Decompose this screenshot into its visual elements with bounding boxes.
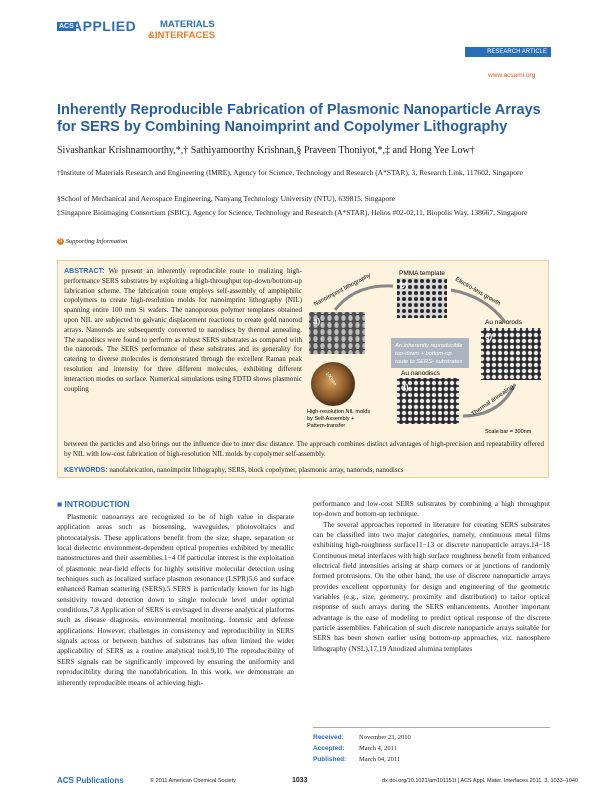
panel-a-label: a) — [313, 317, 321, 326]
panel-d-label: d) — [401, 383, 409, 392]
supporting-information-link[interactable] — [57, 238, 127, 245]
section-bullet-icon: ■ — [57, 499, 65, 509]
arrow-electroless-label: Electro-less growth — [454, 276, 502, 308]
intro-column-2 — [313, 499, 550, 654]
article-type-badge: RESEARCH ARTICLE — [465, 47, 551, 57]
doi-link[interactable]: dx.doi.org/10.1021/am101151t | ACS Appl. Mater. Interfaces 2011, 3, 1033–1040 — [382, 778, 579, 784]
pmma-template-label: PMMA template — [399, 270, 445, 277]
intro-paragraph-3: The several approaches reported in literature for creating SERS substrates can be classified into two major categories, namely, continuous metal films exhibiting high-roughness surface11−13 or discrete nanoparticle arrays.14−18 Continuous metal interfaces with high surface roughness benefit from enhanced electrical field intensities arising at sharp corners or at junctions of randomly formed protrusions. On the other hand, the use of discrete nanoparticle arrays provides excellent opportunity for design and engineering of the geometric variables (e.g., size, geometry, proximity and distribution) to tailor optical response of such arrays during the SERS enhancements. Another important advantage is the ease of modeling to predict optical response of the discrete particle assemblies. Fabrication of such discrete nanoparticle arrays suitable for SERS has been shown earlier using bottom-up approaches, viz. nanosphere lithography (NSL),17,19 Anodized alumina templates — [313, 519, 550, 653]
abstract-body-2: between the particles and also brings out the influence due to inter disc distance. The approach combines distinct advantages of high-precision and repeatability offered by NIL with low-cost fabrication of high-resolution NIL molds by copolymer self-assembly. — [64, 440, 544, 458]
date-published: Published: March 04, 2011 — [313, 756, 401, 763]
supporting-info-label: Supporting Information — [65, 238, 128, 245]
center-caption-line-1: An inherently reproducible — [395, 343, 463, 349]
mold-caption-line-2: by Self-Assembly + — [307, 416, 355, 422]
keywords — [64, 466, 544, 474]
copyright-text: © 2011 American Chemical Society — [150, 778, 236, 784]
panel-b-label: b) — [400, 281, 408, 290]
abstract-body-1: We present an inherently reproducible route to realizing high-performance SERS substrates by exploiting a high-throughput top-down/bottom-up fabrication scheme. The fabrication route employs self-assembly of amphiphilic copolymers to create high-resolution molds for nanoimprint lithography (NIL) spanning entire 100 mm Si wafers. The nanoporous polymer templates obtained upon NIL are subjected to galvanic displacement reactions to create gold nanorod arrays. Nanorods are subsequently converted to nanodiscs by thermal annealing. The nanodiscs were found to perform as robust SERS substrates as compared with the nanorods. The SERS performance of these substrates and its generality for catering to diverse molecules is demonstrated through the excellent Raman peak resolution and intensity for three different molecules, exhibiting different interaction modes on surface. Numerical simulations using FDTD shows plasmonic coupling — [64, 267, 302, 393]
affiliation-2: §School of Mechanical and Aerospace Engineering, Nanyang Technology University (NTU), 639815, Singapore — [57, 194, 395, 203]
page-number: 1033 — [292, 777, 308, 784]
date-accepted: Accepted: March 4, 2011 — [313, 745, 397, 752]
keywords-text: nanofabrication, nanoimprint lithography, SERS, block copolymer, plasmonic array, nanorods, nanodiscs — [109, 466, 404, 474]
journal-url-link[interactable]: www.acsami.org — [488, 72, 536, 79]
intro-column-1 — [57, 512, 294, 688]
journal-logo-materials: MATERIALS — [160, 19, 215, 30]
page-footer — [0, 774, 600, 788]
affiliation-3: ‡Singapore Bioimaging Consortium (SBIC), Agency for Science, Technology and Research (A*STAR), Helios #02-02,11, Biopolis Way, 138667, Singapore — [57, 208, 528, 217]
abstract-label: ABSTRACT: — [64, 267, 105, 275]
wafer-dimension-label: 100nm — [323, 370, 338, 387]
toc-graphic — [305, 266, 545, 438]
date-received: Received: November 23, 2010 — [313, 734, 411, 741]
journal-logo-interfaces: &INTERFACES — [148, 30, 216, 41]
intro-paragraph-1: Plasmonic nanoarrays are recognized to be of high value in disparate application areas such as biosensing, waveguides, photovoltaics and photocatalysis. These applications benefit from the size, shape, separation or local dielectric environment-dependent optical properties exhibited by metallic nanostructures and their assemblies.1−4 Of particular interest is the exploitation of plasmonic near-field effects for highly sensitive molecular detection using techniques such as localized surface plasmon resonance (LSPR)5,6 and surface enhanced Raman scattering (SERS).5 SERS is particularly known for its high sensitivity toward detection down to single molecule level under optimal conditions.7,8 Application of SERS is envisaged in diverse analytical platforms such as disease diagnosis, environmental monitoring, forensic and defense applications. However, challenges in consistency and reproducibility in SERS signals across or between batches of substrates has often limited the wider applicability of SERS as a routine analytical tool.9,10 The reproducibility of SERS signals can be significantly improved by ensuring the uniformity and reproducibility during the nanofabrication. In this work, we demonstrate an inherently reproducible means of achieving high- — [57, 512, 294, 687]
center-caption-line-3: route to SERS- substrates — [395, 359, 463, 365]
intro-paragraph-2: performance and low-cost SERS substrates by combining a high throughput top-down and bottom-up technique. — [313, 499, 550, 519]
center-caption-line-2: top-down + bottom-up — [395, 351, 452, 357]
scale-bar-label: Scale bar = 300nm — [485, 429, 532, 435]
abstract-text — [64, 267, 302, 394]
journal-logo-applied: APPLIED — [72, 18, 137, 34]
acs-publications-logo: ACS Publications — [57, 776, 124, 785]
au-nanorods-label: Au nanorods — [485, 319, 522, 326]
mold-caption-line-1: High-resolution NIL molds — [307, 409, 371, 415]
keywords-label: KEYWORDS: — [64, 467, 108, 474]
mold-caption-line-3: Pattern-transfer — [307, 423, 346, 429]
affiliation-1: †Institute of Materials Research and Engineering (IMRE), Agency for Science, Technology and Research (A*STAR), 3, Research Link, 117602, Singapore — [57, 168, 523, 177]
section-heading-introduction — [57, 499, 130, 509]
author-list: Sivashankar Krishnamoorthy,*,† Sathiyamoorthy Krishnan,§ Praveen Thoniyot,*,‡ and Hong Yee Low† — [57, 145, 475, 156]
panel-c-label: c) — [485, 332, 493, 341]
au-nanodiscs-label: Au nanodiscs — [401, 370, 441, 377]
arrow-nil-label: Nanoimprint lithography — [313, 272, 372, 308]
introduction-heading-text: INTRODUCTION — [64, 499, 130, 509]
supporting-info-icon: S — [58, 238, 63, 245]
acs-logo-badge: ACS — [59, 23, 74, 30]
paper-title: Inherently Reproducible Fabrication of Plasmonic Nanoparticle Arrays for SERS by Combining Nanoimprint and Copolymer Lithography — [57, 102, 541, 135]
arrow-thermal-label: Thermal annealing — [470, 384, 515, 418]
publication-dates — [313, 727, 550, 765]
